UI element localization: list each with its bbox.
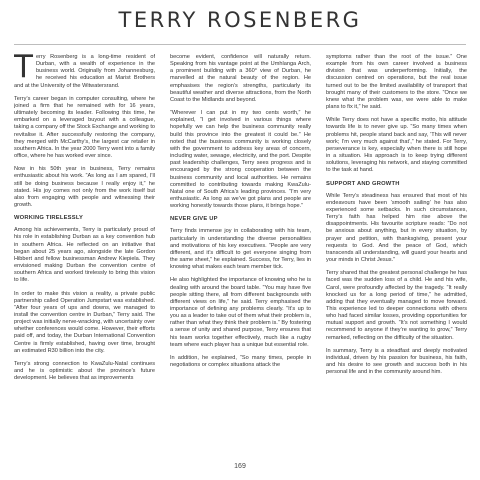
paragraph: He also highlighted the importance of knowing who he is dealing with around the board table. “You may have five people sitting there, all from different backgrounds with different views on life,” he said. Terry emphasised the importance of defining any problems clearly. “It’s up to you as a leader to take out of them what their problem is, rather than what they think their problem is.” By fostering a sense of unity and shared purpose, Terry ensures that his team works together effectively, much like a rugby team where each player has a unique but essential role.: [170, 277, 311, 348]
paragraph: Terry’s career began in computer consulting, where he joined a firm that he remained with for 16 years, ultimately becoming its leader. Following this time, he embarked on a leveraged buyout with a colleague, taking a company off the Stock Exchange and working to revitalise it. After successfully restoring the company, they merged with McCarthy’s, the largest car retailer in southern Africa. In the year 2000 Terry went into a family office, where he has worked ever since.: [14, 95, 155, 160]
paragraph: Terry finds immense joy in collaborating with his team, particularly in understanding the diverse personalities and motivations of his key executives. “People are very different, and it’s difficult to get everyone singing from the same sheet,” he explained. Success, for Terry, lies in knowing what makes each team member tick.: [170, 228, 311, 271]
paragraph: “Wherever I can put in my two cents worth,” he explained, “I get involved in various things where hopefully we can help the business community really build this province into the greatest it could be.” He noted that the business community is working closely with the government to address key areas of concern, including water, sewage, electricity, and the port. Despite past leadership challenges, Terry sees progress and is encouraged by the strong cooperation between the business community and local authorities. He remains committed to contributing towards making KwaZulu-Natal one of South Africa’s leading provinces. “I’m very enthusiastic. As long as we’ve got plans and people are working honestly towards those plans, it brings hope.”: [170, 110, 311, 210]
paragraph: In addition, he explained, “So many times, people in negotiations or complex situations attack the: [170, 354, 311, 369]
paragraph: Now in his 50th year in business, Terry remains enthusiastic about his work. “As long as I am spared, I’ll still be doing business because I really enjoy it,” he stated. His joy comes not only from the work itself but also from engaging with people and witnessing their growth.: [14, 166, 155, 208]
column-2: [170, 54, 311, 460]
section-heading-support-and-growth: SUPPORT AND GROWTH: [326, 180, 400, 187]
page-title: TERRY ROSENBERG: [118, 8, 362, 32]
paragraph: In order to make this vision a reality, a private public partnership called Operation Jumpstart was established. “After four years of ups and downs, we managed to install the convention centre in Durban,” Terry said. The project was initially nerve-wracking, with uncertainty over whether conferences would come. However, their efforts paid off, and today, the Durban International Convention Centre is firmly established, having over time, brought an estimated R30 billion into the city.: [14, 290, 155, 354]
paragraph: become evident, confidence will naturally return. Speaking from his vantage point at the Umhlanga Arch, a prominent building with a 360° view of Durban, he marvelled at the natural beauty of the region. He emphasises the region’s strengths, particularly its beautiful weather and diverse attractions, from the North Coast to the Midlands and beyond.: [170, 54, 311, 103]
intro-text: erry Rosenberg is a long-time resident of Durban, with a wealth of experience in the business world. Originally from Johannesburg, he received his education at Marist Brothers and at the University of the Witwatersrand.: [14, 54, 155, 89]
column-1: [14, 54, 155, 460]
page-number: 169: [234, 463, 246, 470]
paragraph: Terry shared that the greatest personal challenge he has faced was the sudden loss of a child. He and his wife, Carol, were profoundly affected by the tragedy. “It really knocked us for a long period of time,” he admitted, adding that they eventually managed to move forward. This experience led to deeper connections with others who had faced similar losses, providing opportunities for mutual support and growth. “It’s not something I would recommend to anyone if they’re wanting to grow,” Terry remarked, reflecting on the difficulty of the situation.: [326, 270, 467, 341]
paragraph: In summary, Terry is a steadfast and deeply motivated individual, driven by his passion for business, his faith, and his desire to see growth and success both in his personal life and in the community around him.: [326, 347, 467, 376]
intro-paragraph: [14, 54, 155, 90]
paragraph: While Terry’s steadiness has ensured that most of his endeavours have been ‘smooth sailing’ he has also experienced some setbacks. In such circumstances, Terry’s faith has helped him rise above the disappointments. His favourite scripture reads: “Do not be anxious about anything, but in every situation, by prayer and petition, with thanksgiving, present your requests to God. And the peace of God, which transcends all understanding, will guard your hearts and your minds in Christ Jesus.”: [326, 192, 467, 264]
title-divider: [14, 44, 466, 45]
paragraph: symptoms rather than the root of the issue.” One example from his own career involved a business division that was underperforming. Initially, the discussion centred on operations, but the real issue turned out to be the limited availability of transport that brought many of their customers to the store. “Once we knew what the problem was, we were able to make plans to fix it,” he said.: [326, 54, 467, 111]
paragraph: Among his achievements, Terry is particularly proud of his role in establishing Durban as a key convention hub in southern Africa. He reflected on an initiative that began about 25 years ago, alongside the late Gordon Hibbert and fellow businessman Andrew Kiepiela. They envisioned making Durban the convention centre of southern Africa and worked tirelessly to bring this vision to life.: [14, 227, 155, 284]
section-heading-working-tirelessly: WORKING TIRELESSLY: [14, 215, 84, 222]
section-heading-never-give-up: NEVER GIVE UP: [170, 216, 218, 223]
drop-cap: T: [14, 54, 33, 85]
paragraph: Terry’s strong connection to KwaZulu-Natal continues and he is optimistic about the province’s future development. He believes that as improvements: [14, 360, 155, 382]
paragraph: While Terry does not have a specific motto, his attitude towards life is to never give up. “So many times when problems hit, people stand back and say, ‘This will never work; I’m very much against that’,” he stated. For Terry, perseverance is key, especially when there is still hope in a situation. His approach is to keep trying different solutions, leveraging his network, and staying committed to the task at hand.: [326, 117, 467, 174]
column-3: [326, 54, 467, 460]
